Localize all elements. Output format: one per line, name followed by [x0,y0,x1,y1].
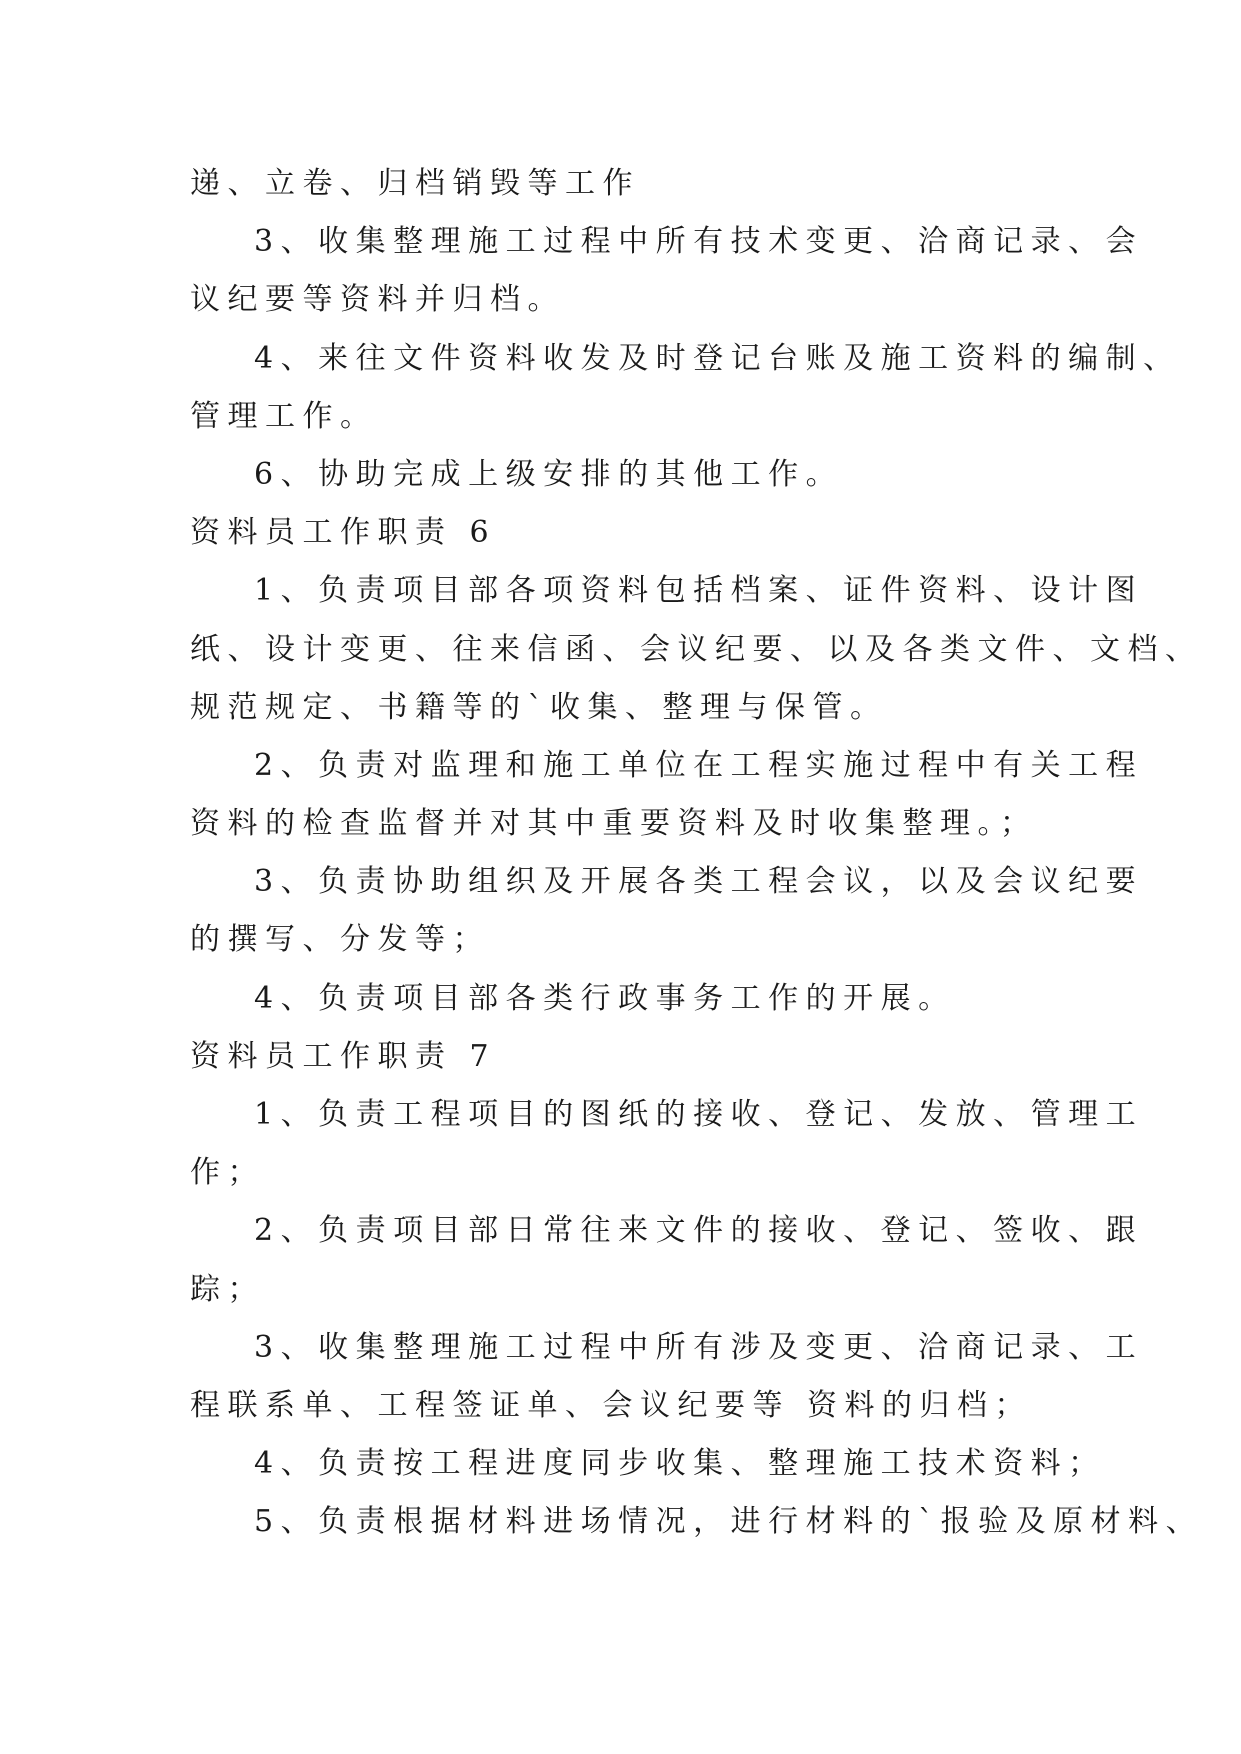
paragraph-line: 程联系单、工程签证单、会议纪要等 资料的归档； [190,1387,1033,1423]
paragraph-line: 3、收集整理施工过程中所有涉及变更、洽商记录、工 [254,1329,1144,1365]
paragraph-line: 的撰写、分发等； [190,922,490,958]
paragraph-line: 议纪要等资料并归档。 [190,282,565,318]
paragraph-line: 规范规定、书籍等的`收集、整理与保管。 [190,689,888,725]
paragraph-line: 递、立卷、归档销毁等工作 [190,166,640,201]
paragraph-line: 4、负责按工程进度同步收集、整理施工技术资料； [254,1446,1106,1482]
document-body [190,155,1204,1552]
paragraph-line: 2、负责项目部日常往来文件的接收、登记、签收、跟 [254,1213,1144,1249]
paragraph-line: 4、负责项目部各类行政事务工作的开展。 [254,980,956,1016]
paragraph-line: 5、负责根据材料进场情况，进行材料的`报验及原材料、 [254,1504,1204,1540]
paragraph-line: 6、协助完成上级安排的其他工作。 [254,456,844,492]
paragraph-line: 2、负责对监理和施工单位在工程实施过程中有关工程 [254,747,1144,783]
paragraph-line: 管理工作。 [190,398,378,434]
section-heading: 资料员工作职责 6 [190,515,497,551]
paragraph-line: 3、收集整理施工过程中所有技术变更、洽商记录、会 [254,224,1144,260]
paragraph-line: 踪； [190,1271,265,1307]
section-heading: 资料员工作职责 7 [190,1038,497,1074]
paragraph-line: 作； [190,1155,265,1191]
paragraph-line: 3、负责协助组织及开展各类工程会议，以及会议纪要 [254,864,1144,900]
paragraph-line: 4、来往文件资料收发及时登记台账及施工资料的编制、 [254,340,1181,376]
paragraph-line: 资料的检查监督并对其中重要资料及时收集整理。； [190,806,1038,842]
paragraph-line: 纸、设计变更、往来信函、会议纪要、以及各类文件、文档、 [190,631,1203,667]
paragraph-line: 1、负责工程项目的图纸的接收、登记、发放、管理工 [254,1097,1144,1132]
paragraph-line: 1、负责项目部各项资料包括档案、证件资料、设计图 [254,573,1144,609]
